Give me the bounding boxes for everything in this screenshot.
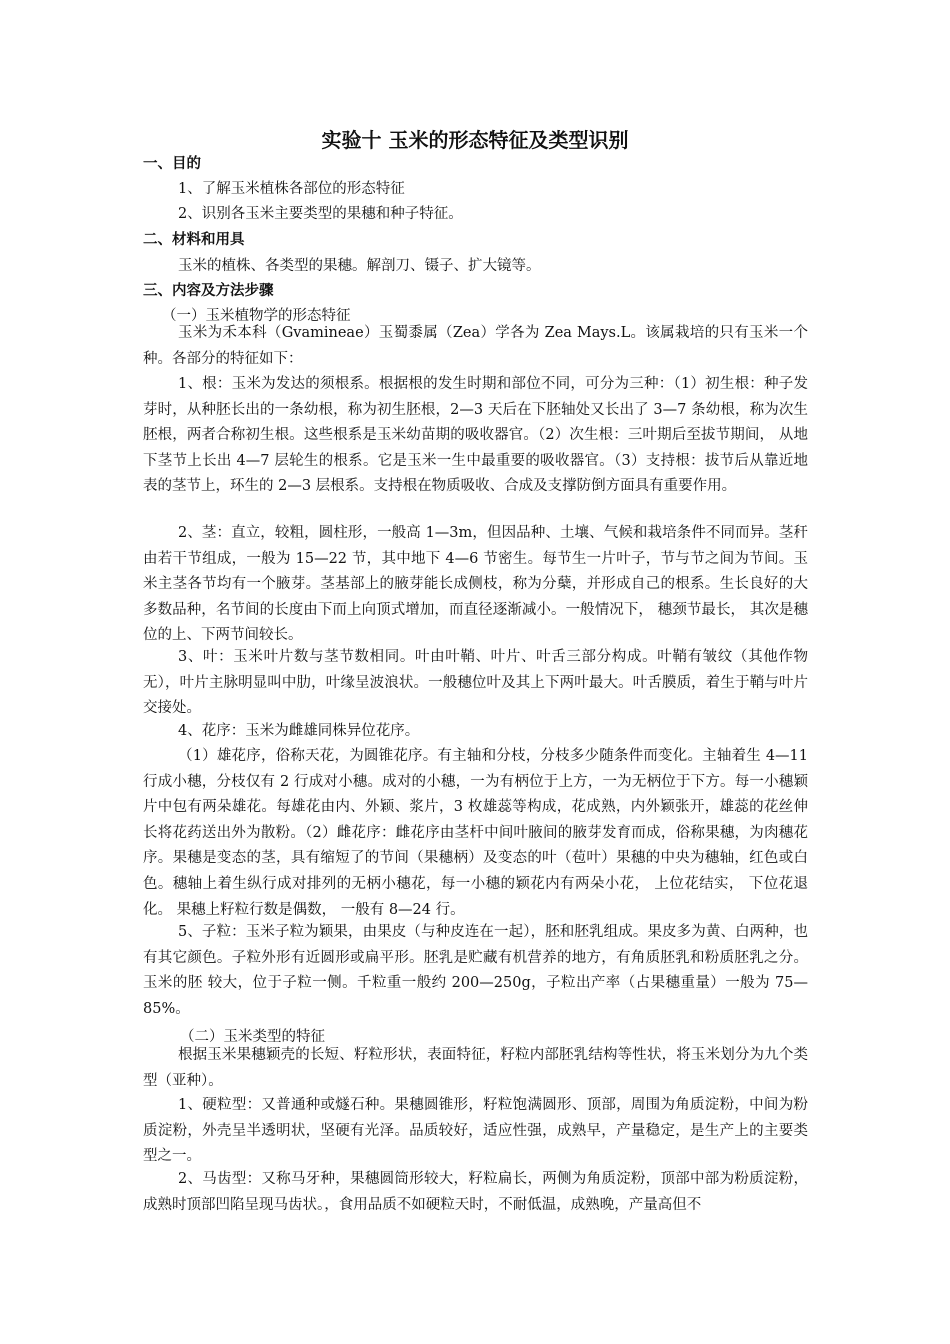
paragraph-root: 1、根：玉米为发达的须根系。根据根的发生时期和部位不同，可分为三种：（1）初生根：种子发芽时，从种胚长出的一条幼根，称为初生胚根，2—3 天后在下胚轴处又长出了 3—7 条幼根，称为次生胚根，两者合称初生根。这些根系是玉米幼苗期的吸收器官。（2）次生根：三叶期后至拔节期间， 从地下茎节上长出 4—7 层轮生的根系。它是玉米一生中最重要的吸收器官。（3）支持根：拔节后从靠近地表的茎节上，环生的 2—3 层根系。支持根在物质吸收、合成及支撑防倒方面具有重要作用。 [143,376,808,495]
paragraph-inflorescence: （1）雄花序，俗称天花，为圆锥花序。有主轴和分枝，分枝多少随条件而变化。主轴着生 4—11 行成小穗，分枝仅有 2 行成对小穗。成对的小穗，一为有柄位于上方，一为无柄位于下方。每一小穗颖片中包有两朵雄花。每雄花由内、外颖、浆片，3 枚雄蕊等构成，花成熟，内外颖张开，雄蕊的花丝伸长将花药送出外为散粉。（2）雌花序：雌花序由茎杆中间叶腋间的腋芽发育而成，俗称果穗，为肉穗花序。果穗是变态的茎，具有缩短了的节间（果穗柄）及变态的叶（苞叶）果穗的中央为穗轴，红色或白色。穗轴上着生纵行成对排列的无柄小穗花，每一小穗的颖花内有两朵小花， 上位花结实， 下位花退化。 果穗上籽粒行数是偶数， 一般有 8—24 行。 [143,748,808,918]
materials-text: 玉米的植株、各类型的果穗。解剖刀、镊子、扩大镜等。 [178,258,541,274]
purpose-item-2: 2、识别各玉米主要类型的果穗和种子特征。 [178,206,463,222]
paragraph-inflorescence-intro: 4、花序：玉米为雌雄同株异位花序。 [178,723,420,739]
paragraph-intro: 玉米为禾本科（Gvamineae）玉蜀黍属（Zea）学各为 Zea Mays.L。该属栽培的只有玉米一个种。各部分的特征如下： [143,325,808,367]
paragraph-types: 根据玉米果穗颖壳的长短、籽粒形状，表面特征，籽粒内部胚乳结构等性状，将玉米划分为九个类型（亚种）。 [143,1047,808,1089]
paragraph-leaf: 3、叶：玉米叶片数与茎节数相同。叶由叶鞘、叶片、叶舌三部分构成。叶鞘有皱纹（其他作物无），叶片主脉明显叫中肋，叶缘呈波浪状。一般穗位叶及其上下两叶最大。叶舌膜质，着生于鞘与叶片交接处。 [143,649,808,717]
paragraph-flint: 1、硬粒型：又普通种或燧石种。果穗圆锥形，籽粒饱满圆形、顶部，周围为角质淀粉，中间为粉质淀粉，外壳呈半透明状，坚硬有光泽。品质较好，适应性强，成熟早，产量稳定，是生产上的主要类型之一。 [143,1097,808,1165]
section-heading-methods: 三、内容及方法步骤 [143,283,274,299]
paragraph-kernel: 5、子粒：玉米子粒为颖果，由果皮（与种皮连在一起），胚和胚乳组成。果皮多为黄、白两种，也有其它颜色。子粒外形有近圆形或扁平形。胚乳是贮藏有机营养的地方，有角质胚乳和粉质胚乳之分。玉米的胚 较大，位于子粒一侧。千粒重一般约 200—250g，子粒出产率（占果穗重量）一般为 75—85%。 [143,924,808,1017]
document-title: 实验十 玉米的形态特征及类型识别 [321,128,629,152]
subsection-heading-types: （二）玉米类型的特征 [180,1029,325,1045]
purpose-item-1: 1、了解玉米植株各部位的形态特征 [178,181,405,197]
subsection-heading-morphology: （一）玉米植物学的形态特征 [162,308,351,324]
section-heading-purpose: 一、目的 [143,156,201,172]
paragraph-dent: 2、马齿型：又称马牙种，果穗圆筒形较大，籽粒扁长，两侧为角质淀粉，顶部中部为粉质淀粉，成熟时顶部凹陷呈现马齿状。，食用品质不如硬粒天时，不耐低温，成熟晚，产量高但不 [143,1171,808,1213]
section-heading-materials: 二、材料和用具 [143,232,245,248]
paragraph-stem: 2、茎：直立，较粗，圆柱形，一般高 1—3m，但因品种、土壤、气候和栽培条件不同而异。茎秆由若干节组成，一般为 15—22 节，其中地下 4—6 节密生。每节生一片叶子，节与节之间为节间。玉米主茎各节均有一个腋芽。茎基部上的腋芽能长成侧枝，称为分蘖，并形成自己的根系。生长良好的大多数品种，名节间的长度由下而上向顶式增加，而直径逐渐减小。一般情况下， 穗颈节最长， 其次是穗位的上、下两节间较长。 [143,525,808,644]
